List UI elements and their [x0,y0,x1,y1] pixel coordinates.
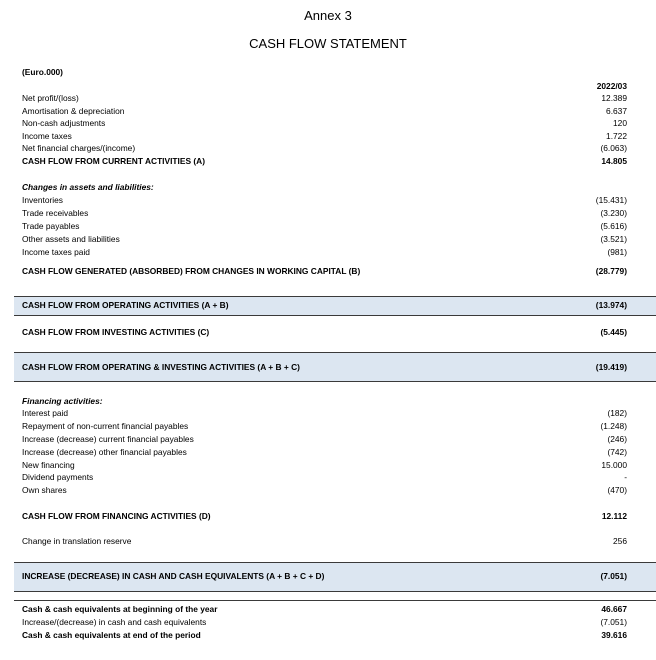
row-value: (15.431) [595,195,627,205]
row-value: (3.230) [600,208,627,218]
row-value: 46.667 [601,604,627,614]
row-label: Trade payables [22,221,80,231]
row-value: (182) [607,408,627,418]
row-value: 39.616 [601,630,627,640]
subtotal-label: CASH FLOW FROM INVESTING ACTIVITIES (C) [22,327,210,337]
row-label: Repayment of non-current financial payables [22,421,189,431]
row-value: 6.637 [606,106,627,116]
row-value: 256 [613,536,627,546]
subtotal-label: CASH FLOW FROM CURRENT ACTIVITIES (A) [22,156,205,166]
row-label: Own shares [22,485,67,495]
row-label: Interest paid [22,408,69,418]
row-value: (246) [607,434,627,444]
total-value: (7.051) [600,571,627,581]
subtotal-value: 12.112 [601,511,627,521]
subtotal-label: CASH FLOW FROM FINANCING ACTIVITIES (D) [22,511,211,521]
period-header: 2022/03 [596,81,627,91]
row-label: Dividend payments [22,472,94,482]
row-value: (5.616) [600,221,627,231]
row-label: Income taxes [22,131,72,141]
row-label: Increase (decrease) current financial payables [22,434,194,444]
annex-label: Annex 3 [304,8,352,23]
page-title: CASH FLOW STATEMENT [249,36,407,51]
total-value: (13.974) [595,300,627,310]
row-label: Net profit/(loss) [22,93,79,103]
row-value: (1.248) [600,421,627,431]
row-value: (3.521) [600,234,627,244]
row-value: (742) [607,447,627,457]
subtotal-value: (28.779) [595,266,627,276]
unit-label: (Euro.000) [22,67,63,77]
total-label: CASH FLOW FROM OPERATING & INVESTING ACTIVITIES (A + B + C) [22,362,300,372]
section-heading: Changes in assets and liabilities: [22,182,154,192]
row-label: Increase (decrease) other financial payables [22,447,187,457]
row-value: (470) [607,485,627,495]
row-label: Other assets and liabilities [22,234,120,244]
subtotal-label: CASH FLOW GENERATED (ABSORBED) FROM CHANGES IN WORKING CAPITAL (B) [22,266,361,276]
total-value: (19.419) [595,362,627,372]
row-value: (6.063) [600,143,627,153]
row-value: (7.051) [600,617,627,627]
section-heading: Financing activities: [22,396,103,406]
row-value: 15.000 [601,460,627,470]
row-label: Trade receivables [22,208,89,218]
total-label: CASH FLOW FROM OPERATING ACTIVITIES (A + B) [22,300,229,310]
row-value: 1.722 [606,131,627,141]
row-label: Income taxes paid [22,247,90,257]
subtotal-value: 14.805 [601,156,627,166]
row-label: Net financial charges/(income) [22,143,136,153]
row-label: Change in translation reserve [22,536,132,546]
row-label: Non-cash adjustments [22,118,106,128]
subtotal-value: (5.445) [600,327,627,337]
row-label: Amortisation & depreciation [22,106,125,116]
row-label: New financing [22,460,75,470]
row-value: 12.389 [601,93,627,103]
row-label: Inventories [22,195,63,205]
row-label: Cash & cash equivalents at end of the period [22,630,201,640]
row-label: Increase/(decrease) in cash and cash equivalents [22,617,207,627]
row-value: 120 [613,118,627,128]
row-value: - [624,472,627,482]
total-label: INCREASE (DECREASE) IN CASH AND CASH EQUIVALENTS (A + B + C + D) [22,571,325,581]
row-value: (981) [607,247,627,257]
divider [14,600,656,601]
row-label: Cash & cash equivalents at beginning of the year [22,604,218,614]
